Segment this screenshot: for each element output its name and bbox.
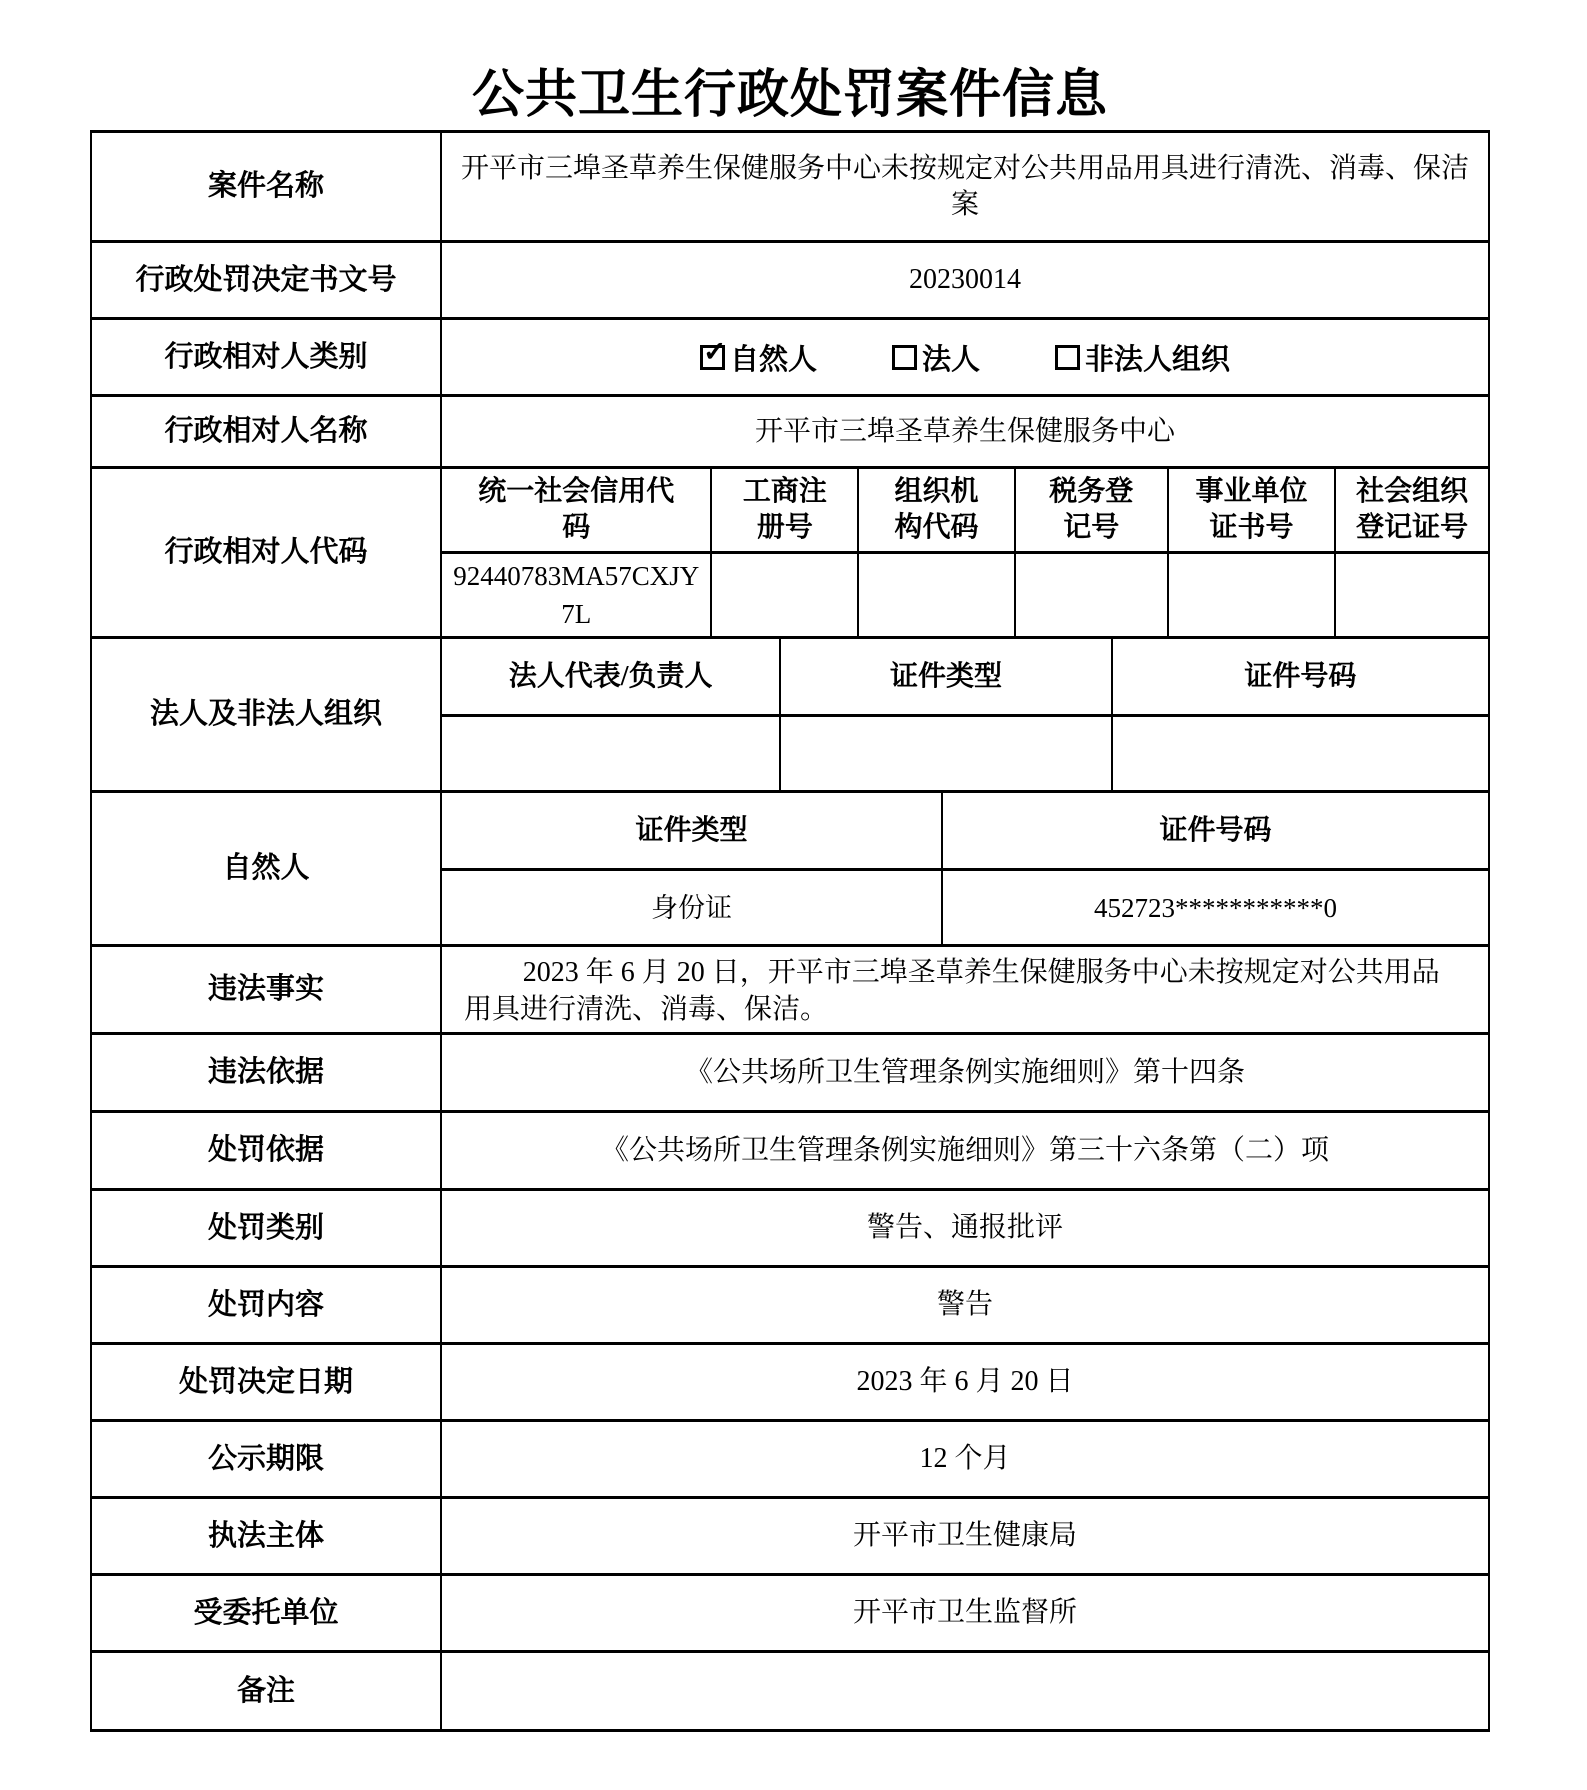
table-row-party-codes	[92, 469, 1488, 639]
tax-reg-no-value	[1016, 554, 1169, 636]
party-type-option	[1055, 337, 1230, 378]
party-type-label: 行政相对人类别	[92, 320, 442, 394]
column-header-social-org-reg-no: 社会组织登记证号	[1336, 469, 1488, 554]
enforcement-body-label: 执法主体	[92, 1499, 442, 1573]
credit-code-value: 92440783MA57CXJY7L	[442, 554, 712, 636]
table-row-penalty-basis	[92, 1113, 1488, 1191]
enforcement-body-value: 开平市卫生健康局	[852, 1520, 1077, 1551]
column-header-tax-reg-no: 税务登记号	[1016, 469, 1169, 554]
legal-person-org-label: 法人及非法人组织	[92, 639, 442, 790]
institution-cert-no-value	[1169, 554, 1337, 636]
party-codes-subtable	[442, 469, 1488, 636]
decision-number-label: 行政处罚决定书文号	[92, 243, 442, 317]
party-type-option	[700, 337, 817, 378]
natural-id-type-value: 身份证	[442, 871, 943, 944]
legal-person-org-subtable	[442, 639, 1488, 790]
business-reg-no-value	[712, 554, 859, 636]
party-name-label: 行政相对人名称	[92, 397, 442, 466]
legal-representative-value	[442, 717, 781, 790]
legal-id-type-value	[781, 717, 1112, 790]
social-org-reg-no-value	[1336, 554, 1488, 636]
column-header-id-type: 证件类型	[781, 639, 1112, 717]
table-row-case-name	[92, 133, 1488, 243]
table-row-enforcement-body	[92, 1499, 1488, 1576]
case-info-table	[90, 130, 1490, 1732]
case-name-label: 案件名称	[92, 133, 442, 240]
table-row-remarks	[92, 1653, 1488, 1729]
illegal-basis-value: 《公共场所卫生管理条例实施细则》第十四条	[684, 1056, 1245, 1088]
publicity-period-value: 12 个月	[919, 1443, 1011, 1474]
party-type-option-label: 非法人组织	[1085, 343, 1231, 376]
page-title: 公共卫生行政处罚案件信息	[471, 67, 1108, 124]
table-row-party-type	[92, 320, 1488, 397]
entrusted-unit-value: 开平市卫生监督所	[852, 1597, 1077, 1628]
party-type-option-label: 法人	[921, 343, 980, 376]
publicity-period-label: 公示期限	[92, 1422, 442, 1496]
penalty-date-value: 2023 年 6 月 20 日	[856, 1366, 1074, 1397]
case-name-value: 开平市三埠圣草养生保健服务中心未按规定对公共用品用具进行清洗、消毒、保洁案	[460, 152, 1469, 220]
remarks-label: 备注	[92, 1653, 442, 1729]
table-row-entrusted-unit	[92, 1576, 1488, 1653]
table-row-publicity-period	[92, 1422, 1488, 1499]
column-header-natural-id-type: 证件类型	[442, 793, 943, 871]
penalty-content-value: 警告	[936, 1289, 993, 1320]
table-row-legal-person-org	[92, 639, 1488, 793]
column-header-business-reg-no: 工商注册号	[712, 469, 859, 554]
entrusted-unit-label: 受委托单位	[92, 1576, 442, 1650]
natural-id-number-value: 452723***********0	[1094, 892, 1338, 923]
table-row-illegal-basis	[92, 1035, 1488, 1113]
party-type-option	[892, 337, 980, 378]
legal-id-number-value	[1113, 717, 1488, 790]
checkbox-unchecked-icon	[892, 345, 917, 370]
penalty-category-label: 处罚类别	[92, 1191, 442, 1265]
penalty-category-value: 警告、通报批评	[866, 1212, 1063, 1243]
party-type-option-label: 自然人	[729, 343, 817, 376]
table-row-decision-number	[92, 243, 1488, 320]
org-code-value	[859, 554, 1016, 636]
illegal-facts-value: 2023 年 6 月 20 日，开平市三埠圣草养生保健服务中心未按规定对公共用品用具进行清洗、消毒、保洁。	[464, 957, 1440, 1025]
column-header-id-number: 证件号码	[1113, 639, 1488, 717]
illegal-basis-label: 违法依据	[92, 1035, 442, 1110]
decision-number-value: 20230014	[909, 264, 1021, 295]
table-row-penalty-category	[92, 1191, 1488, 1268]
column-header-org-code: 组织机构代码	[859, 469, 1016, 554]
table-row-party-name	[92, 397, 1488, 469]
column-header-natural-id-number: 证件号码	[943, 793, 1488, 871]
illegal-facts-label: 违法事实	[92, 947, 442, 1032]
natural-person-label: 自然人	[92, 793, 442, 944]
penalty-date-label: 处罚决定日期	[92, 1345, 442, 1419]
table-row-illegal-facts	[92, 947, 1488, 1035]
remarks-value	[442, 1653, 1488, 1729]
column-header-credit-code: 统一社会信用代码	[442, 469, 712, 554]
column-header-institution-cert-no: 事业单位证书号	[1169, 469, 1337, 554]
column-header-legal-representative: 法人代表/负责人	[442, 639, 781, 717]
party-name-value: 开平市三埠圣草养生保健服务中心	[754, 415, 1175, 447]
penalty-basis-label: 处罚依据	[92, 1113, 442, 1188]
penalty-content-label: 处罚内容	[92, 1268, 442, 1342]
table-row-natural-person	[92, 793, 1488, 947]
checkbox-checked-icon	[700, 345, 725, 370]
party-type-options	[442, 320, 1488, 394]
natural-person-subtable	[442, 793, 1488, 944]
table-row-penalty-date	[92, 1345, 1488, 1422]
checkbox-unchecked-icon	[1055, 345, 1080, 370]
party-codes-label: 行政相对人代码	[92, 469, 442, 636]
table-row-penalty-content	[92, 1268, 1488, 1345]
penalty-basis-value: 《公共场所卫生管理条例实施细则》第三十六条第（二）项	[600, 1134, 1329, 1166]
